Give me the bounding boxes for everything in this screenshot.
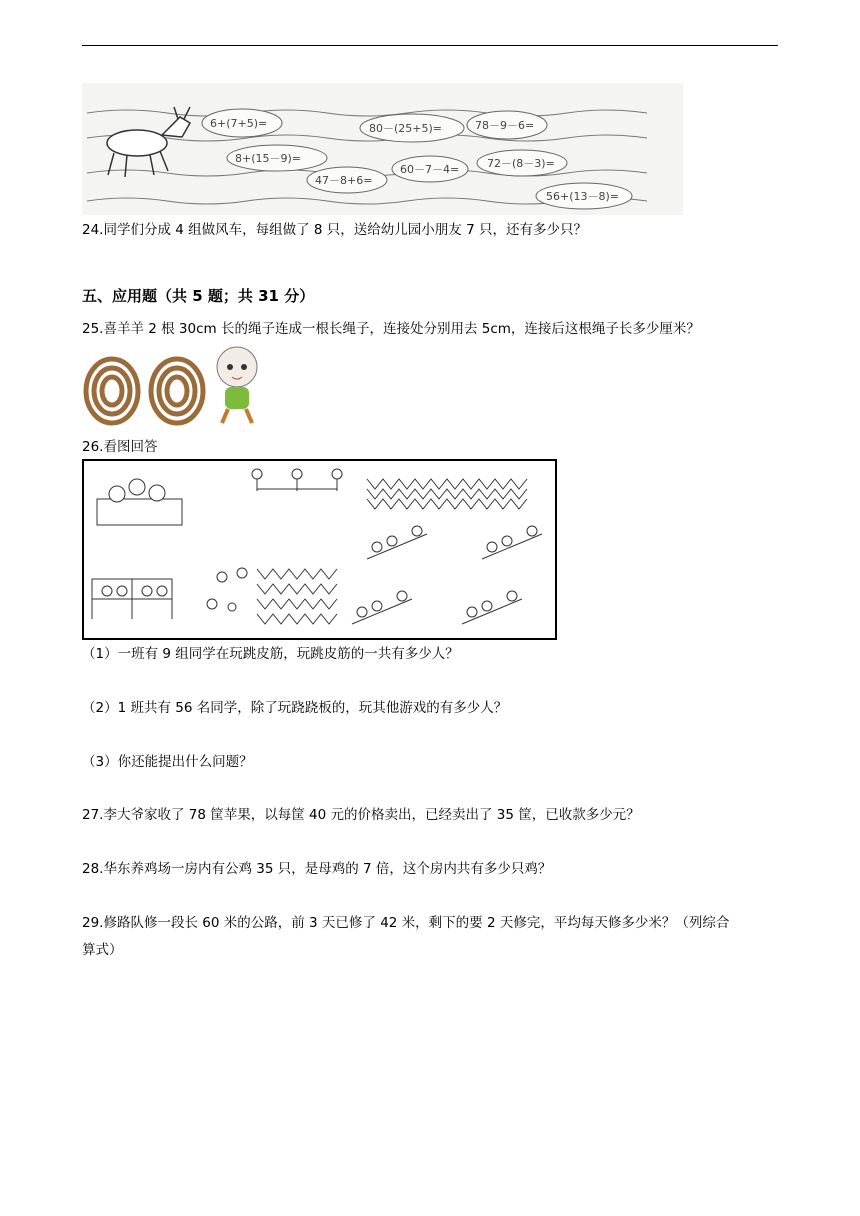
expression-6: 60－7－4= (400, 163, 460, 176)
goat-expression-figure (82, 83, 683, 215)
header-rule (82, 45, 778, 46)
question-26-title: 26.看图回答 (82, 439, 158, 455)
question-26-part-1: （1）一班有 9 组同学在玩跳皮筋，玩跳皮筋的一共有多少人？ (82, 646, 459, 662)
question-29-line-2: 算式） (82, 942, 123, 958)
rope-sheep-figure (82, 345, 282, 427)
expression-1: 6+(7+5)= (210, 117, 268, 130)
expression-3: 78－9－6= (475, 119, 535, 132)
expression-4: 8+(15－9)= (235, 152, 302, 165)
expression-7: 72－(8－3)= (487, 157, 555, 170)
question-29-line-1: 29.修路队修一段长 60 米的公路，前 3 天已修了 42 米，剩下的要 2 天修完，平均每天修多少米？（列综合 (82, 915, 730, 931)
rope-coil-icon (86, 359, 138, 423)
expression-2: 80－(25+5)= (369, 122, 443, 135)
playground-figure (82, 459, 557, 640)
question-24: 24.同学们分成 4 组做风车，每组做了 8 只，送给幼儿园小朋友 7 只，还有多少只？ (82, 222, 587, 238)
question-26-part-2: （2）1 班共有 56 名同学，除了玩跷跷板的，玩其他游戏的有多少人？ (82, 700, 508, 716)
expression-8: 56+(13－8)= (546, 190, 620, 203)
expression-5: 47－8+6= (315, 174, 373, 187)
question-26-part-3: （3）你还能提出什么问题？ (82, 754, 253, 770)
rope-coil-icon (151, 359, 203, 423)
question-27: 27.李大爷家收了 78 筐苹果，以每筐 40 元的价格卖出，已经卖出了 35 筐，已收款多少元？ (82, 807, 640, 823)
question-25: 25.喜羊羊 2 根 30cm 长的绳子连成一根长绳子，连接处分别用去 5cm，连接后这根绳子长多少厘米？ (82, 321, 700, 337)
question-28: 28.华东养鸡场一房内有公鸡 35 只，是母鸡的 7 倍，这个房内共有多少只鸡？ (82, 861, 552, 877)
section-heading: 五、应用题（共 5 题；共 31 分） (82, 287, 315, 305)
sheep-icon (217, 347, 257, 423)
